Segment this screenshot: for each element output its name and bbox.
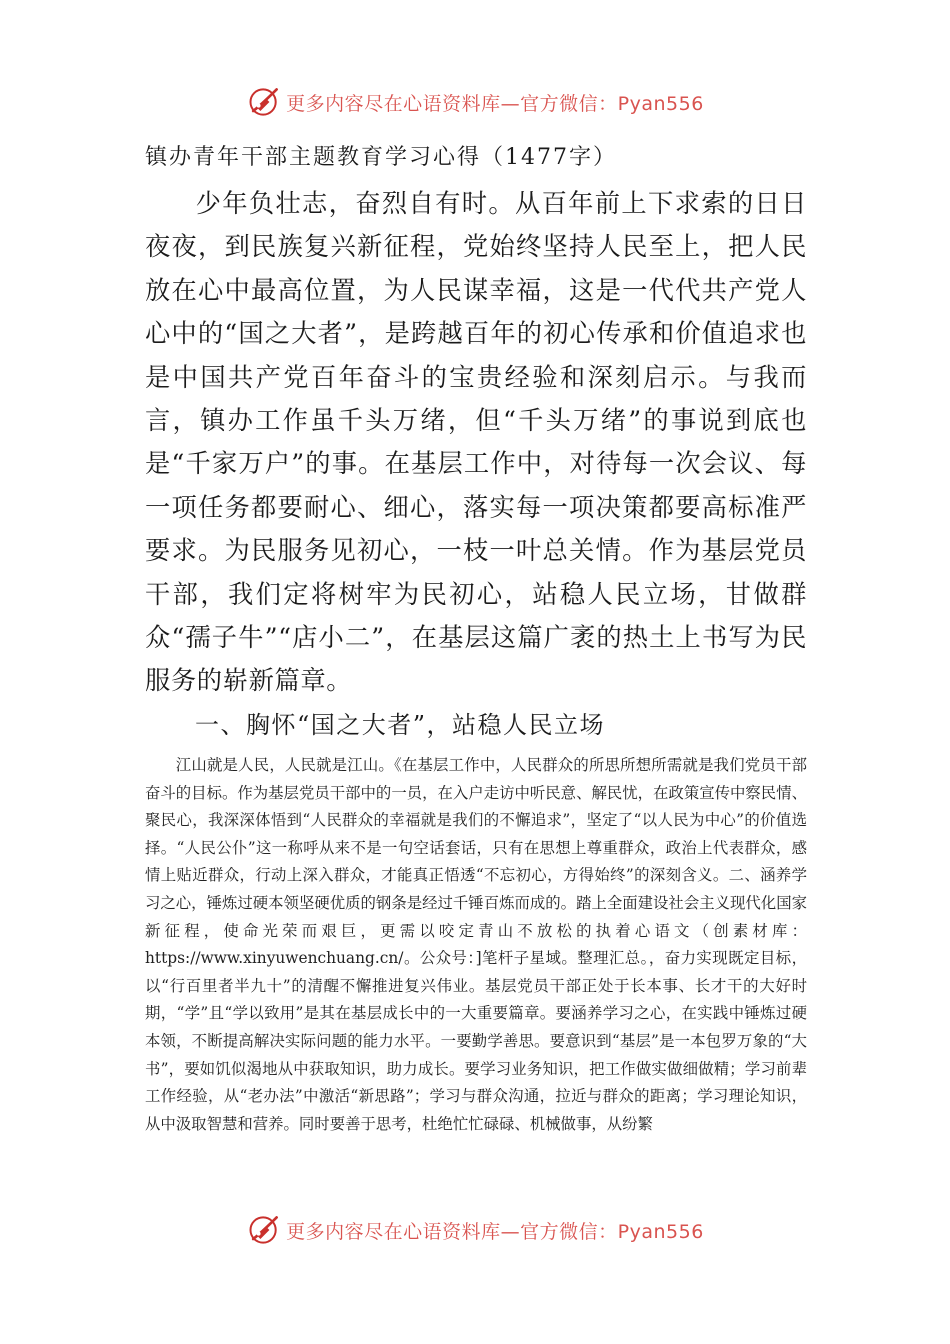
banner-text: 更多内容尽在心语资料库—官方微信：Pyan556 [286,92,704,115]
footer-banner [0,1208,950,1252]
section-heading: 一、胸怀“国之大者”，站稳人民立场 [195,711,606,739]
banner-text: 更多内容尽在心语资料库—官方微信：Pyan556 [286,1220,704,1243]
pen-logo-icon [246,1212,282,1248]
document-title: 镇办青年干部主题教育学习心得（1477字） [145,145,617,170]
header-banner [0,80,950,124]
pen-logo-icon [246,84,282,120]
intro-paragraph: 少年负壮志，奋烈自有时。从百年前上下求索的日日夜夜，到民族复兴新征程，党始终坚持人民至上，把人民放在心中最高位置，为人民谋幸福，这是一代代共产党人心中的“国之大者”，是跨越百年的初心传承和价值追求也是中国共产党百年奋斗的宝贵经验和深刻启示。与我而言，镇办工作虽千头万绪，但“千头万绪”的事说到底也是“千家万户”的事。在基层工作中，对待每一次会议、每一项任务都要耐心、细心，落实每一项决策都要高标准严要求。为民服务见初心，一枝一叶总关情。作为基层党员干部，我们定将树牢为民初心，站稳人民立场，甘做群众“孺子牛”“店小二”，在基层这篇广袤的热土上书写为民服务的崭新篇章。 [145,189,807,696]
body-paragraph: 江山就是人民，人民就是江山。《在基层工作中，人民群众的所思所想所需就是我们党员干部奋斗的目标。作为基层党员干部中的一员，在入户走访中听民意、解民忧，在政策宣传中察民情、聚民心，我深深体悟到“人民群众的幸福就是我们的不懈追求”，坚定了“以人民为中心”的价值选择。“人民公仆”这一称呼从来不是一句空话套话，只有在思想上尊重群众，政治上代表群众，感情上贴近群众，行动上深入群众，才能真正悟透“不忘初心，方得始终”的深刻含义。二、涵养学习之心，锤炼过硬本领坚硬优质的钢条是经过千锤百炼而成的。踏上全面建设社会主义现代化国家新征程，使命光荣而艰巨，更需以咬定青山不放松的执着心语文（创素材库：https://www.xinyuwenchuang.cn/。公众号：]笔杆子星域。整理汇总。，奋力实现既定目标，以“行百里者半九十”的清醒不懈推进复兴伟业。基层党员干部正处于长本事、长才干的大好时期，“学”且“学以致用”是其在基层成长中的一大重要篇章。要涵养学习之心，在实践中锤炼过硬本领，不断提高解决实际问题的能力水平。一要勤学善思。要意识到“基层”是一本包罗万象的“大书”，要如饥似渴地从中获取知识，助力成长。要学习业务知识，把工作做实做细做精；学习前辈工作经验，从“老办法”中激活“新思路”；学习与群众沟通，拉近与群众的距离；学习理论知识，从中汲取智慧和营养。同时要善于思考，杜绝忙忙碌碌、机械做事，从纷繁 [145,756,807,1133]
